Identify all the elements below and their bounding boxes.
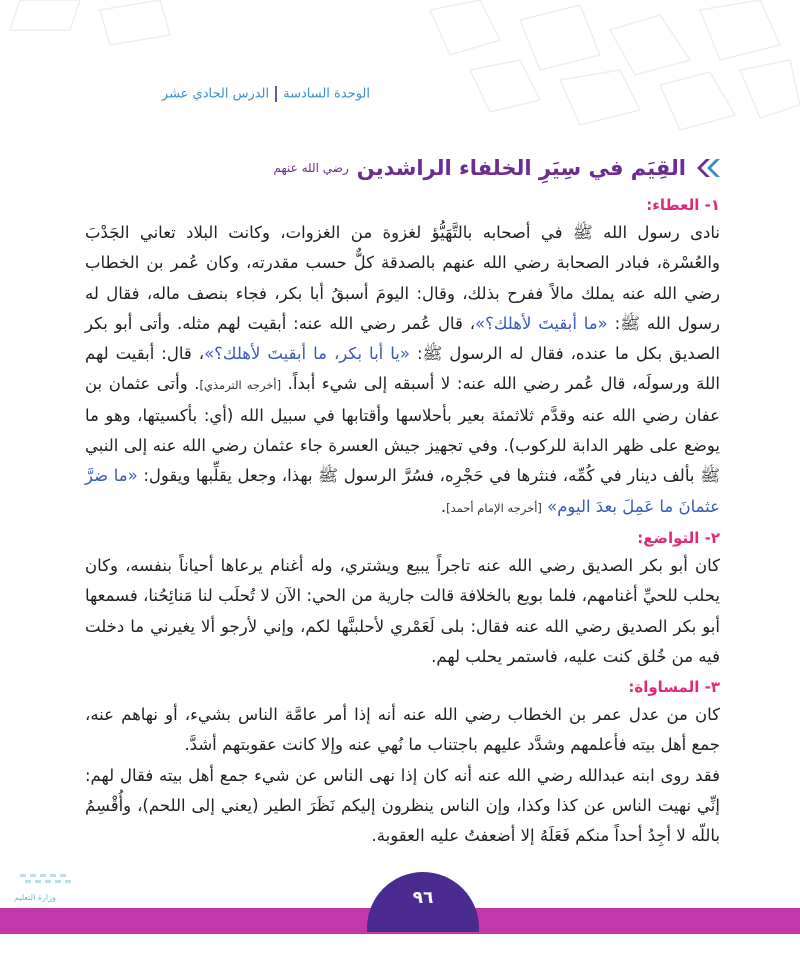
page-number: ٩٦: [367, 872, 479, 932]
paragraph-text: نادى رسول الله ﷺ في أصحابه بالتَّهَيُّؤ لغزوة من الغزوات، وكانت البلاد تعاني الجَدْبَ والعُسْرة، فبادر الصحابة رضي الله عنهم بالصدقة كلٌّ حسب مقدرته، وكان عُمر بن الخطاب رضي الله عنه يملك مالاً ففرح بذلك، وقال: اليومَ أسبقُ أبا بكر، فجاء بنصف ماله، فقال له رسول الله ﷺ:: [85, 223, 720, 333]
title-text: القِيَم في سِيَرِ الخلفاء الراشدين: [356, 156, 686, 180]
chevron-left-icon: [694, 157, 720, 179]
paragraph-text: كان من عدل عمر بن الخطاب رضي الله عنه أنه إذا أمر عامَّة الناس بشيء، أو نهاهم عنه، جمع أهل بيته فأعلمهم وشدَّد عليهم باجتناب ما نُهي عنه وإلا كانت عقوبتهم أشدَّ.: [85, 705, 720, 755]
paragraph: [85, 551, 720, 672]
source-citation: [أخرجه الإمام أحمد]: [446, 500, 542, 515]
content-body: [85, 190, 720, 852]
paragraph-text: . وأتى عثمان بن عفان رضي الله عنه وقدَّم ثلاثمئة بعير بأحلاسها وأقتابها في سبيل الله (أي: بأكسيتها، وهو ما يوضع على ظهر الدابة للركوب). وفي تجهيز جيش العسرة جاء عثمان رضي الله عنه إلى النبي ﷺ بألف دينار في كُمِّه، فنثرها في حَجْرِه، فسُرَّ الرسول ﷺ بهذا، وجعل يقلِّبها ويقول:: [85, 374, 721, 486]
paragraph-text: ، قال: أبقيت لهم اللهَ ورسولَه، قال عُمر رضي الله عنه: لا أسبقه إلى شيء أبداً.: [85, 344, 720, 394]
header-unit: الوحدة السادسة: [283, 86, 370, 102]
paragraph: [85, 218, 720, 523]
paragraph: [85, 761, 720, 852]
paragraph-text: ، قال عُمر رضي الله عنه: أبقيت لهم مثله. وأتى أبو بكر الصديق بكل ما عنده، فقال له الرسول ﷺ:: [85, 313, 720, 364]
footer-band-bottom: [0, 934, 800, 961]
header-lesson: الدرس الحادي عشر: [161, 86, 270, 102]
paragraph-text: كان أبو بكر الصديق رضي الله عنه تاجراً يبيع ويشتري، وله أغنام يرعاها أحياناً بنفسه، وكان يحلب للحيِّ أغنامهم، فلما بويع بالخلافة قالت جارية من الحي: الآن لا تُحلَب لنا مَنائِحُنا، فسمعها أبو بكر الصديق رضي الله عنه فقال: بلى لَعَمْري لأحلبنَّها لكم، وإني لأرجو ألا يغيرني ما دخلت فيه من خُلق كنت عليه، فاستمر يحلب لهم.: [85, 555, 720, 666]
hadith-quote: «ما أبقيتَ لأهلك؟»: [475, 313, 608, 333]
section-heading: ١- العطاء:: [646, 196, 720, 214]
source-citation: [أخرجه الترمذي]: [199, 378, 282, 393]
honorific-text: رضي الله عنهم: [273, 161, 349, 175]
hadith-quote: «ما ضرَّ عثمانَ ما عَمِلَ بعدَ اليوم»: [85, 466, 720, 516]
section-heading: ٣- المساواة:: [628, 678, 720, 697]
header-separator: [275, 86, 277, 102]
paragraph-text: فقد روى ابنه عبدالله رضي الله عنه أنه كان إذا نهى الناس عن شيء جمع أهل بيته فقال لهم: إنِّي نهيت الناس عن كذا وكذا، وإن الناس ينظرون إليكم نَظَرَ الطير (يعني إلى اللحم)، وأُقْسِمُ باللّه لا أجِدُ أحداً منكم فَعَلَهُ إلا أضعفتُ عليه العقوبة.: [85, 765, 720, 846]
hadith-quote: «يا أبا بكر، ما أبقيتَ لأهلك؟»: [204, 344, 410, 364]
ministry-logo-text: وزارة التعليم: [14, 893, 56, 902]
section-title: [80, 150, 720, 186]
section-heading: ٢- التواضع:: [637, 528, 720, 547]
paragraph-text: .: [440, 496, 447, 516]
paragraph: [85, 700, 720, 761]
page-header: [110, 86, 370, 102]
